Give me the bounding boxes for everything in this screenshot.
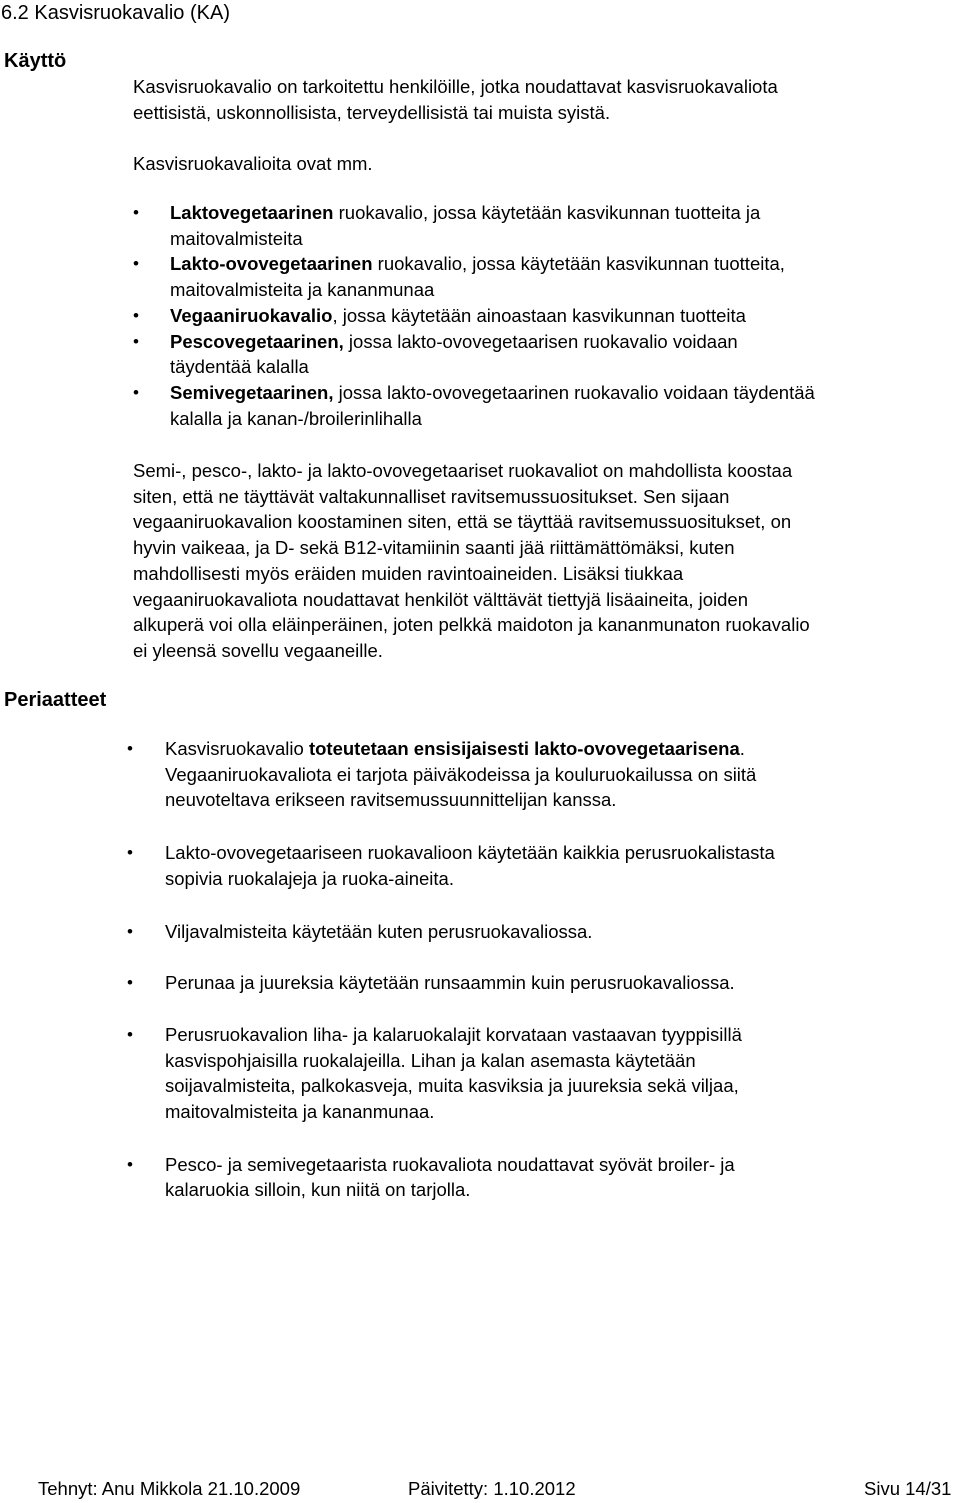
- principles-list: [165, 736, 955, 1203]
- term: Pescovegetaarinen,: [170, 330, 344, 352]
- list-item: • Laktovegetaarinen ruokavalio, jossa käytetään kasvikunnan tuotteita ja maitovalmisteita: [170, 200, 950, 251]
- label-principles: Periaatteet: [4, 689, 107, 711]
- term: Lakto-ovovegetaarinen: [170, 253, 373, 275]
- list-item: • Viljavalmisteita käytetään kuten perusruokavaliossa.: [165, 919, 955, 945]
- term: Semivegetaarinen,: [170, 381, 334, 403]
- footer-author: Tehnyt: Anu Mikkola 21.10.2009: [38, 1478, 301, 1499]
- use-intro-line: Kasvisruokavalio on tarkoitettu henkilöille, jotka noudattavat kasvisruokavaliota: [133, 76, 778, 97]
- list-item: • Perusruokavalion liha- ja kalaruokalajit korvataan vastaavan tyyppisillä kasvispohjaisilla ruokalajeilla. Lihan ja kalan asemasta käytetään soijavalmisteita, palkokasveja, muita kasviksia ja juureksia sekä viljaa, maitovalmisteita ja kananmunaa.: [165, 1022, 955, 1125]
- label-use: Käyttö: [4, 50, 67, 72]
- list-item: • Pesco- ja semivegetaarista ruokavaliota noudattavat syövät broiler- ja kalaruokia silloin, kun niitä on tarjolla.: [165, 1152, 955, 1203]
- term: Laktovegetaarinen: [170, 202, 334, 223]
- list-item: • Pescovegetaarinen, jossa lakto-ovovegetaarisen ruokavalio voidaan täydentää kalalla: [170, 329, 950, 380]
- section-title: 6.2 Kasvisruokavalio (KA): [1, 2, 230, 24]
- use-intro: [133, 74, 953, 125]
- footer-page-number: Sivu 14/31: [864, 1478, 952, 1499]
- list-item: • Perunaa ja juureksia käytetään runsaammin kuin perusruokavaliossa.: [165, 970, 955, 996]
- types-intro: Kasvisruokavalioita ovat mm.: [133, 153, 373, 174]
- use-paragraph: Semi-, pesco-, lakto- ja lakto-ovovegetaariset ruokavaliot on mahdollista koostaa siten, että ne täyttävät valtakunnalliset ravitsemussuositukset. Sen sijaan vegaaniruokavalion koostaminen siten, että se täyttää ravitsemussuositukset, on hyvin vaikeaa, ja D- sekä B12-vitamiinin saanti jää riittämättömäksi, kuten mahdollisesti myös eräiden muiden ravintoaineiden. Lisäksi tiukkaa vegaaniruokavaliota noudattavat henkilöt välttävät tiettyjä lisäaineita, joiden alkuperä voi olla eläinperäinen, joten pelkkä maidoton ja kananmunaton ruokavalio ei yleensä sovellu vegaaneille.: [133, 460, 810, 661]
- list-item: • Lakto-ovovegetaarinen ruokavalio, jossa käytetään kasvikunnan tuotteita, maitovalmisteita ja kananmunaa: [170, 251, 950, 302]
- list-item: • Vegaaniruokavalio, jossa käytetään ainoastaan kasvikunnan tuotteita: [170, 303, 950, 329]
- diet-types-list: [170, 200, 950, 431]
- use-intro-line: eettisistä, uskonnollisista, terveydellisistä tai muista syistä.: [133, 101, 611, 123]
- list-item: • Lakto-ovovegetaariseen ruokavalioon käytetään kaikkia perusruokalistasta sopivia ruokalajeja ja ruoka-aineita.: [165, 840, 955, 891]
- list-item: • Kasvisruokavalio toteutetaan ensisijaisesti lakto-ovovegetaarisena. Vegaaniruokavaliota ei tarjota päiväkodeissa ja kouluruokailussa on siitä neuvoteltava erikseen ravitsemussuunnittelijan kanssa.: [165, 736, 955, 813]
- footer-updated: Päivitetty: 1.10.2012: [408, 1478, 576, 1499]
- term: Vegaaniruokavalio: [170, 304, 333, 326]
- list-item: • Semivegetaarinen, jossa lakto-ovovegetaarinen ruokavalio voidaan täydentää kalalla ja kanan-/broilerinlihalla: [170, 380, 950, 431]
